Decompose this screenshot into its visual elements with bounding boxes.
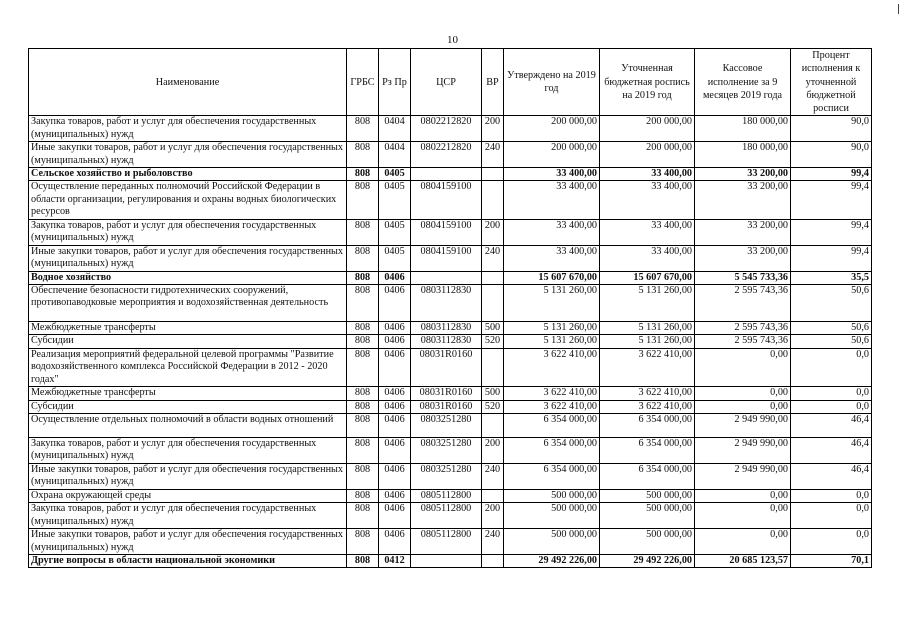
cell-vr: 520 (482, 335, 504, 348)
cell-grbs: 808 (347, 245, 379, 271)
cell-cash: 0,00 (695, 387, 791, 400)
cell-name: Обеспечение безопасности гидротехнических сооружений, противопаводковые мероприятия и водохозяйственная деятельность (29, 284, 347, 321)
cell-rzpr: 0406 (379, 400, 411, 413)
cell-vr (482, 181, 504, 219)
table-row (29, 529, 872, 555)
table-row (29, 116, 872, 142)
cell-cash: 2 595 743,36 (695, 321, 791, 334)
cell-csr: 0803251280 (411, 438, 482, 464)
cell-approved: 3 622 410,00 (504, 348, 600, 386)
cell-revised: 3 622 410,00 (600, 387, 695, 400)
cell-revised: 5 131 260,00 (600, 284, 695, 321)
cell-percent: 0,0 (791, 400, 872, 413)
cell-csr: 0803112830 (411, 321, 482, 334)
cell-name: Реализация мероприятий федеральной целевой программы "Развитие водохозяйственного комплекса Российской Федерации в 2012 - 2020 годах" (29, 348, 347, 386)
cell-revised: 200 000,00 (600, 116, 695, 142)
header-approved: Утверждено на 2019 год (504, 49, 600, 116)
cell-revised: 500 000,00 (600, 529, 695, 555)
cell-percent: 70,1 (791, 554, 872, 567)
cell-csr: 08031R0160 (411, 387, 482, 400)
cell-rzpr: 0404 (379, 116, 411, 142)
header-vr: ВР (482, 49, 504, 116)
cell-cash: 2 949 990,00 (695, 414, 791, 438)
cell-grbs: 808 (347, 142, 379, 168)
cell-vr: 240 (482, 245, 504, 271)
cell-csr: 0805112800 (411, 489, 482, 502)
cell-cash: 2 949 990,00 (695, 463, 791, 489)
cell-vr: 500 (482, 387, 504, 400)
cell-revised: 6 354 000,00 (600, 414, 695, 438)
cell-name: Иные закупки товаров, работ и услуг для обеспечения государственных (муниципальных) нужд (29, 245, 347, 271)
cell-approved: 33 400,00 (504, 168, 600, 181)
cell-approved: 33 400,00 (504, 245, 600, 271)
cell-revised: 5 131 260,00 (600, 335, 695, 348)
cell-name: Межбюджетные трансферты (29, 321, 347, 334)
cell-rzpr: 0404 (379, 142, 411, 168)
cell-name: Закупка товаров, работ и услуг для обеспечения государственных (муниципальных) нужд (29, 219, 347, 245)
cell-cash: 2 595 743,36 (695, 284, 791, 321)
cell-approved: 200 000,00 (504, 116, 600, 142)
cell-rzpr: 0406 (379, 348, 411, 386)
cell-grbs: 808 (347, 284, 379, 321)
cell-cash: 0,00 (695, 489, 791, 502)
cell-csr (411, 554, 482, 567)
cell-name: Охрана окружающей среды (29, 489, 347, 502)
cell-name: Осуществление переданных полномочий Российской Федерации в области организации, регулирования и охраны водных биологических ресурсов (29, 181, 347, 219)
cell-grbs: 808 (347, 554, 379, 567)
cell-approved: 500 000,00 (504, 503, 600, 529)
table-row (29, 219, 872, 245)
cell-rzpr: 0405 (379, 181, 411, 219)
cell-rzpr: 0406 (379, 335, 411, 348)
cell-approved: 500 000,00 (504, 529, 600, 555)
cell-rzpr: 0406 (379, 387, 411, 400)
cell-csr: 08031R0160 (411, 348, 482, 386)
table-row (29, 489, 872, 502)
header-percent: Процент исполнения к уточненной бюджетной росписи (791, 49, 872, 116)
header-revised: Уточненная бюджетная роспись на 2019 год (600, 49, 695, 116)
cell-csr: 0802212820 (411, 142, 482, 168)
cell-approved: 6 354 000,00 (504, 438, 600, 464)
cell-percent: 46,4 (791, 463, 872, 489)
cell-name: Иные закупки товаров, работ и услуг для обеспечения государственных (муниципальных) нужд (29, 529, 347, 555)
cell-grbs: 808 (347, 503, 379, 529)
cell-vr: 200 (482, 219, 504, 245)
cell-vr: 240 (482, 142, 504, 168)
cell-grbs: 808 (347, 400, 379, 413)
cell-revised: 33 400,00 (600, 168, 695, 181)
cell-grbs: 808 (347, 271, 379, 284)
cell-vr: 200 (482, 438, 504, 464)
header-rzpr: Рз Пр (379, 49, 411, 116)
cell-vr: 240 (482, 529, 504, 555)
cell-percent: 50,6 (791, 284, 872, 321)
header-csr: ЦСР (411, 49, 482, 116)
cell-grbs: 808 (347, 489, 379, 502)
cell-csr: 0802212820 (411, 116, 482, 142)
cell-percent: 46,4 (791, 414, 872, 438)
cell-vr (482, 554, 504, 567)
cell-name: Субсидии (29, 335, 347, 348)
cell-rzpr: 0406 (379, 529, 411, 555)
cell-revised: 15 607 670,00 (600, 271, 695, 284)
cell-cash: 0,00 (695, 348, 791, 386)
cell-grbs: 808 (347, 414, 379, 438)
cell-grbs: 808 (347, 463, 379, 489)
cell-cash: 20 685 123,57 (695, 554, 791, 567)
cell-cash: 33 200,00 (695, 219, 791, 245)
cell-rzpr: 0405 (379, 168, 411, 181)
cell-cash: 0,00 (695, 400, 791, 413)
cell-grbs: 808 (347, 348, 379, 386)
cell-name: Водное хозяйство (29, 271, 347, 284)
cell-approved: 3 622 410,00 (504, 387, 600, 400)
table-row (29, 284, 872, 321)
cell-vr: 200 (482, 503, 504, 529)
cell-approved: 6 354 000,00 (504, 463, 600, 489)
cell-csr: 0803112830 (411, 335, 482, 348)
cell-grbs: 808 (347, 219, 379, 245)
cell-name: Иные закупки товаров, работ и услуг для обеспечения государственных (муниципальных) нужд (29, 142, 347, 168)
cell-name: Закупка товаров, работ и услуг для обеспечения государственных (муниципальных) нужд (29, 438, 347, 464)
cell-rzpr: 0405 (379, 245, 411, 271)
cell-cash: 33 200,00 (695, 168, 791, 181)
cell-name: Межбюджетные трансферты (29, 387, 347, 400)
cell-approved: 5 131 260,00 (504, 284, 600, 321)
cell-rzpr: 0405 (379, 219, 411, 245)
cell-name: Другие вопросы в области национальной экономики (29, 554, 347, 567)
cell-revised: 200 000,00 (600, 142, 695, 168)
table-header-row (29, 49, 872, 116)
cell-rzpr: 0406 (379, 489, 411, 502)
table-body (29, 116, 872, 568)
cell-rzpr: 0406 (379, 414, 411, 438)
cell-percent: 46,4 (791, 438, 872, 464)
cell-percent: 90,0 (791, 116, 872, 142)
cell-percent: 90,0 (791, 142, 872, 168)
cell-csr: 08031R0160 (411, 400, 482, 413)
cell-rzpr: 0406 (379, 271, 411, 284)
page-number: 10 (447, 34, 458, 46)
cell-vr: 520 (482, 400, 504, 413)
table-row (29, 181, 872, 219)
cell-revised: 3 622 410,00 (600, 400, 695, 413)
cell-percent: 50,6 (791, 335, 872, 348)
cell-approved: 3 622 410,00 (504, 400, 600, 413)
table-row (29, 321, 872, 334)
cell-approved: 6 354 000,00 (504, 414, 600, 438)
table-section-row (29, 271, 872, 284)
cell-approved: 5 131 260,00 (504, 321, 600, 334)
cell-percent: 0,0 (791, 348, 872, 386)
cell-csr: 0803112830 (411, 284, 482, 321)
cell-grbs: 808 (347, 321, 379, 334)
cell-cash: 0,00 (695, 529, 791, 555)
cell-approved: 15 607 670,00 (504, 271, 600, 284)
cell-csr (411, 271, 482, 284)
cell-revised: 500 000,00 (600, 489, 695, 502)
cell-vr (482, 489, 504, 502)
cell-percent: 0,0 (791, 529, 872, 555)
table-row (29, 414, 872, 438)
cell-cash: 0,00 (695, 503, 791, 529)
cell-vr (482, 414, 504, 438)
cell-rzpr: 0406 (379, 321, 411, 334)
cell-rzpr: 0406 (379, 503, 411, 529)
cell-cash: 180 000,00 (695, 142, 791, 168)
cell-approved: 5 131 260,00 (504, 335, 600, 348)
cell-rzpr: 0406 (379, 284, 411, 321)
cell-grbs: 808 (347, 116, 379, 142)
table-row (29, 335, 872, 348)
cell-cash: 2 949 990,00 (695, 438, 791, 464)
cell-revised: 3 622 410,00 (600, 348, 695, 386)
cell-grbs: 808 (347, 529, 379, 555)
cell-cash: 180 000,00 (695, 116, 791, 142)
table-row (29, 400, 872, 413)
cell-cash: 2 595 743,36 (695, 335, 791, 348)
table-row (29, 463, 872, 489)
header-grbs: ГРБС (347, 49, 379, 116)
cell-approved: 33 400,00 (504, 181, 600, 219)
cell-revised: 33 400,00 (600, 181, 695, 219)
table-row (29, 503, 872, 529)
cell-percent: 99,4 (791, 245, 872, 271)
cell-rzpr: 0406 (379, 438, 411, 464)
cell-rzpr: 0406 (379, 463, 411, 489)
cell-csr (411, 168, 482, 181)
table-row (29, 245, 872, 271)
table-row (29, 348, 872, 386)
cell-csr: 0804159100 (411, 181, 482, 219)
cell-revised: 29 492 226,00 (600, 554, 695, 567)
cell-revised: 6 354 000,00 (600, 438, 695, 464)
cell-percent: 99,4 (791, 219, 872, 245)
cell-cash: 33 200,00 (695, 245, 791, 271)
cell-approved: 500 000,00 (504, 489, 600, 502)
cell-approved: 29 492 226,00 (504, 554, 600, 567)
cell-grbs: 808 (347, 168, 379, 181)
table-section-row (29, 554, 872, 567)
cell-csr: 0804159100 (411, 219, 482, 245)
cell-name: Субсидии (29, 400, 347, 413)
cell-csr: 0805112800 (411, 503, 482, 529)
cell-grbs: 808 (347, 335, 379, 348)
cell-revised: 33 400,00 (600, 245, 695, 271)
scan-edge-mark (898, 4, 899, 14)
cell-vr (482, 168, 504, 181)
cell-revised: 5 131 260,00 (600, 321, 695, 334)
header-cash: Кассовое исполнение за 9 месяцев 2019 года (695, 49, 791, 116)
cell-percent: 99,4 (791, 168, 872, 181)
cell-csr: 0805112800 (411, 529, 482, 555)
cell-grbs: 808 (347, 387, 379, 400)
table-row (29, 438, 872, 464)
table-row (29, 142, 872, 168)
cell-name: Закупка товаров, работ и услуг для обеспечения государственных (муниципальных) нужд (29, 503, 347, 529)
cell-revised: 33 400,00 (600, 219, 695, 245)
cell-name: Осуществление отдельных полномочий в области водных отношений (29, 414, 347, 438)
cell-revised: 500 000,00 (600, 503, 695, 529)
cell-vr (482, 271, 504, 284)
cell-percent: 50,6 (791, 321, 872, 334)
cell-approved: 33 400,00 (504, 219, 600, 245)
cell-cash: 5 545 733,36 (695, 271, 791, 284)
cell-percent: 0,0 (791, 503, 872, 529)
cell-vr: 500 (482, 321, 504, 334)
cell-vr: 240 (482, 463, 504, 489)
cell-name: Закупка товаров, работ и услуг для обеспечения государственных (муниципальных) нужд (29, 116, 347, 142)
cell-csr: 0803251280 (411, 463, 482, 489)
cell-rzpr: 0412 (379, 554, 411, 567)
cell-vr (482, 348, 504, 386)
header-name: Наименование (29, 49, 347, 116)
cell-revised: 6 354 000,00 (600, 463, 695, 489)
cell-csr: 0803251280 (411, 414, 482, 438)
cell-vr (482, 284, 504, 321)
cell-vr: 200 (482, 116, 504, 142)
table-row (29, 387, 872, 400)
table-section-row (29, 168, 872, 181)
cell-name: Иные закупки товаров, работ и услуг для обеспечения государственных (муниципальных) нужд (29, 463, 347, 489)
cell-grbs: 808 (347, 181, 379, 219)
cell-approved: 200 000,00 (504, 142, 600, 168)
cell-percent: 35,5 (791, 271, 872, 284)
cell-percent: 99,4 (791, 181, 872, 219)
cell-percent: 0,0 (791, 387, 872, 400)
cell-grbs: 808 (347, 438, 379, 464)
cell-name: Сельское хозяйство и рыболовство (29, 168, 347, 181)
cell-csr: 0804159100 (411, 245, 482, 271)
budget-execution-table (28, 48, 872, 568)
cell-percent: 0,0 (791, 489, 872, 502)
cell-cash: 33 200,00 (695, 181, 791, 219)
